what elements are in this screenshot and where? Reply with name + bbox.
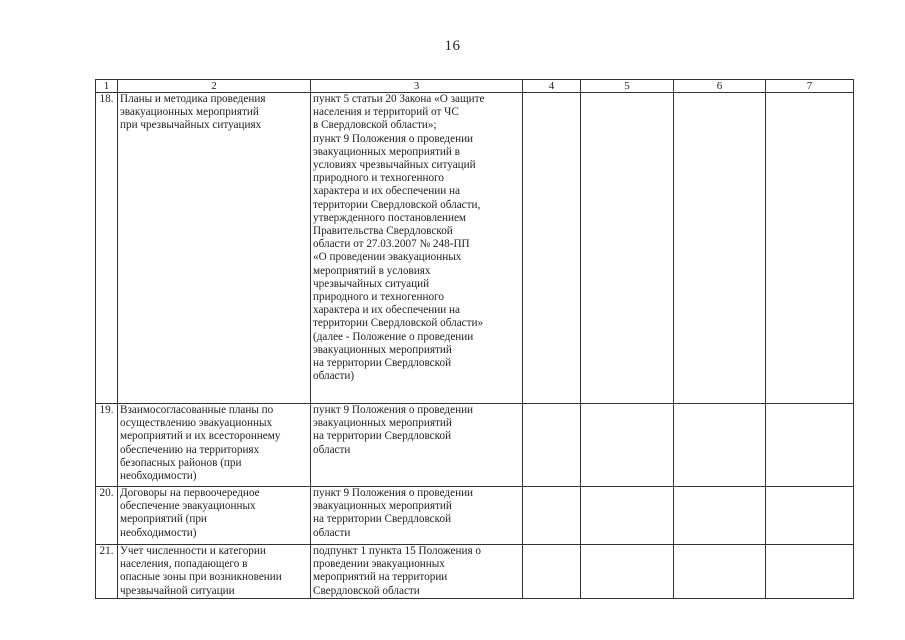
legal-basis-line: Правительства Свердловской	[313, 225, 453, 238]
document-name-line: Взаимосогласованные планы по	[120, 404, 274, 416]
page-number: 16	[444, 38, 461, 54]
legal-basis-cell	[311, 404, 523, 487]
column-header-6: 6	[674, 80, 766, 93]
empty-cell-col-4	[523, 545, 581, 599]
legal-basis-line: характера и их обеспечении на	[313, 185, 460, 198]
empty-cell-col-6	[674, 93, 766, 404]
empty-cell-col-5	[581, 93, 674, 404]
table-row	[96, 487, 854, 545]
column-header-5: 5	[581, 80, 674, 93]
legal-basis-line: Свердловской области	[313, 584, 420, 597]
legal-basis-line: на территории Свердловской	[313, 513, 452, 526]
legal-basis-line: (далее - Положение о проведении	[313, 330, 474, 343]
legal-basis-line: мероприятий в условиях	[313, 264, 431, 277]
document-name-cell	[118, 404, 311, 487]
legal-basis-line: эвакуационных мероприятий	[313, 343, 452, 356]
document-name-line: при чрезвычайных ситуациях	[120, 119, 262, 132]
legal-basis-line: «О проведении эвакуационных	[313, 251, 462, 264]
legal-basis-line: проведении эвакуационных	[313, 558, 445, 571]
document-name-line: обеспечение эвакуационных	[120, 500, 256, 513]
legal-basis-cell	[311, 545, 523, 599]
row-number: 19.	[96, 404, 118, 487]
legal-basis-line: области	[313, 443, 351, 456]
empty-cell-col-6	[674, 404, 766, 487]
legal-basis-line: области)	[313, 370, 355, 383]
row-number: 21.	[96, 545, 118, 599]
column-header-3: 3	[311, 80, 523, 93]
document-name-line: осуществлению эвакуационных	[120, 417, 273, 430]
legal-basis-cell	[311, 487, 523, 545]
legal-basis-line: на территории Свердловской	[313, 357, 452, 370]
legal-basis-line: области	[313, 526, 351, 539]
document-name-line: необходимости)	[120, 470, 197, 483]
document-name-line: обеспечению на территориях	[120, 443, 260, 456]
empty-cell-col-7	[766, 545, 854, 599]
legal-basis-line: населения и территорий от ЧС	[313, 106, 459, 119]
legal-basis-line: пункт 9 Положения о проведении	[313, 132, 474, 145]
document-name-line: населения, попадающего в	[120, 558, 248, 571]
row-number: 20.	[96, 487, 118, 545]
legal-basis-line: мероприятий на территории	[313, 571, 448, 584]
column-header-2: 2	[118, 80, 311, 93]
document-name-line: Планы и методика проведения	[120, 93, 266, 105]
legal-basis-line: эвакуационных мероприятий	[313, 417, 452, 430]
document-name-line: эвакуационных мероприятий	[120, 106, 259, 119]
table-row	[96, 545, 854, 599]
document-name-line: Учет численности и категории	[120, 545, 266, 557]
legal-basis-line: природного и техногенного	[313, 291, 444, 304]
legal-basis-line: характера и их обеспечении на	[313, 304, 460, 317]
empty-cell-col-7	[766, 487, 854, 545]
document-name-cell	[118, 487, 311, 545]
legal-basis-line: пункт 9 Положения о проведении	[313, 404, 474, 416]
empty-cell-col-5	[581, 404, 674, 487]
empty-cell-col-4	[523, 93, 581, 404]
column-header-7: 7	[766, 80, 854, 93]
empty-cell-col-5	[581, 487, 674, 545]
legal-basis-line: пункт 5 статьи 20 Закона «О защите	[313, 93, 485, 105]
document-table	[95, 79, 854, 599]
legal-basis-line: в Свердловской области»;	[313, 119, 437, 132]
legal-basis-line: эвакуационных мероприятий	[313, 500, 452, 513]
document-name-line: опасные зоны при возникновении	[120, 571, 282, 584]
document-name-cell	[118, 545, 311, 599]
document-name-line: необходимости)	[120, 526, 197, 539]
empty-cell-col-7	[766, 404, 854, 487]
legal-basis-line: пункт 9 Положения о проведении	[313, 487, 474, 499]
empty-cell-col-4	[523, 404, 581, 487]
legal-basis-cell	[311, 93, 523, 404]
legal-basis-line: природного и техногенного	[313, 172, 444, 185]
column-header-1: 1	[96, 80, 118, 93]
legal-basis-line: условиях чрезвычайных ситуаций	[313, 159, 476, 172]
column-header-4: 4	[523, 80, 581, 93]
legal-basis-line: эвакуационных мероприятий в	[313, 145, 460, 158]
row-number: 18.	[96, 93, 118, 404]
empty-cell-col-4	[523, 487, 581, 545]
empty-cell-col-7	[766, 93, 854, 404]
legal-basis-line: территории Свердловской области,	[313, 198, 481, 211]
legal-basis-line: на территории Свердловской	[313, 430, 452, 443]
legal-basis-line: области от 27.03.2007 № 248-ПП	[313, 238, 470, 251]
document-name-line: мероприятий и их всестороннему	[120, 430, 281, 443]
legal-basis-line: подпункт 1 пункта 15 Положения о	[313, 545, 481, 557]
document-name-line: мероприятий (при	[120, 513, 207, 526]
document-name-line: чрезвычайной ситуации	[120, 584, 235, 597]
document-name-line: безопасных районов (при	[120, 456, 242, 469]
document-name-cell	[118, 93, 311, 404]
legal-basis-line: территории Свердловской области»	[313, 317, 484, 330]
empty-cell-col-5	[581, 545, 674, 599]
empty-cell-col-6	[674, 487, 766, 545]
legal-basis-line: утвержденного постановлением	[313, 211, 467, 224]
table-row	[96, 93, 854, 404]
document-name-line: Договоры на первоочередное	[120, 487, 260, 499]
empty-cell-col-6	[674, 545, 766, 599]
legal-basis-line: чрезвычайных ситуаций	[313, 277, 430, 290]
table-header-row	[96, 80, 854, 93]
table-row	[96, 404, 854, 487]
